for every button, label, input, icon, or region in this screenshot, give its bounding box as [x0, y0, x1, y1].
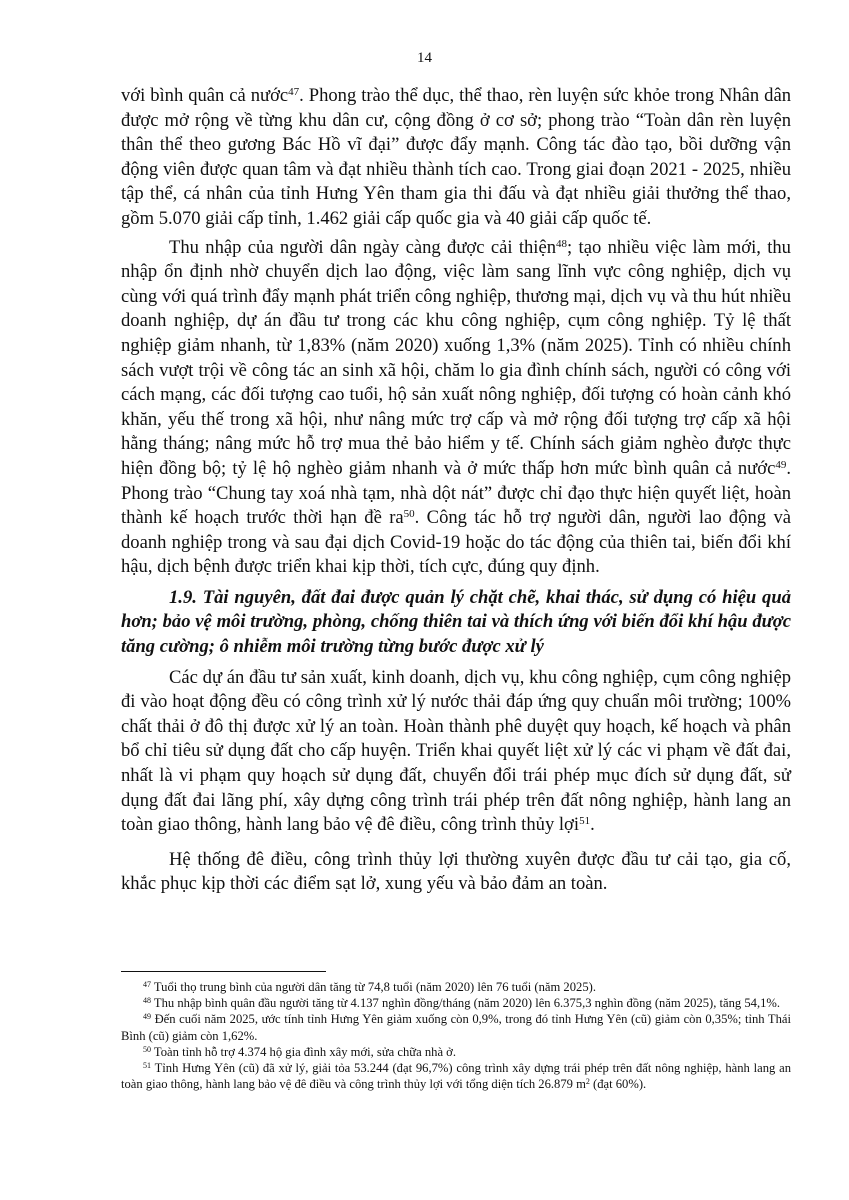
footnote-ref-50: 50 — [403, 508, 415, 521]
footnote-49 — [121, 1011, 791, 1043]
footnote-ref-47: 47 — [288, 86, 300, 98]
paragraph-sports — [121, 84, 791, 232]
footnote-48 — [121, 995, 791, 1011]
page-number: 14 — [417, 50, 432, 66]
footnote-50 — [121, 1044, 791, 1060]
text-run: . — [590, 814, 595, 836]
footnote-number: 51 — [143, 1061, 151, 1071]
section-heading: 1.9. Tài nguyên, đất đai được quản lý chặt chẽ, khai thác, sử dụng có hiệu quả hơn; bảo vệ môi trường, phòng, chống thiên tai và thích ứng với biến đổi khí hậu được tăng cường; ô nhiễm môi trường từng bước được xử lý — [121, 586, 791, 658]
paragraph-income — [121, 236, 791, 580]
text-run: Thu nhập của người dân ngày càng được cải thiện — [169, 236, 557, 258]
footnote-51 — [121, 1060, 791, 1092]
text-run: . Phong trào “Chung tay xoá nhà tạm, nhà dột nát” được chỉ đạo thực hiện quyết liệt, hoàn thành kế hoạch trước thời hạn đề ra — [121, 457, 791, 529]
footnote-text: (đạt 60%). — [589, 1077, 647, 1092]
footnote-47 — [121, 979, 791, 995]
footnote-separator — [121, 971, 326, 972]
text-run: ; tạo nhiều việc làm mới, thu nhập ổn định nhờ chuyển dịch lao động, việc làm sang lĩnh vực công nghiệp, dịch vụ cùng với quá trình đẩy mạnh phát triển công nghiệp, thương mại, dịch vụ và thu hút nhiều doanh nghiệp, dự án đầu tư trong các khu công nghiệp, cụm công nghiệp. Tỷ lệ thất nghiệp giảm nhanh, từ 1,83% (năm 2020) xuống 1,3% (năm 2025). Tỉnh có nhiều chính sách vượt trội về công tác an sinh xã hội, chăm lo gia đình chính sách, người có công với cách mạng, các đối tượng cao tuổi, hộ sản xuất nông nghiệp, đối tượng có hoàn cảnh khó khăn, yếu thế trong xã hội, như nâng mức trợ cấp và mở rộng đối tượng trợ cấp xã hội hằng tháng; nâng mức hỗ trợ mua thẻ bảo hiểm y tế. Chính sách giảm nghèo được thực hiện đồng bộ; tỷ lệ hộ nghèo giảm nhanh và ở mức thấp hơn mức bình quân cả nước — [121, 236, 791, 479]
text-run: . Phong trào thể dục, thể thao, rèn luyện sức khỏe trong Nhân dân được mở rộng về từng khu dân cư, cộng đồng ở cơ sở; phong trào “Toàn dân rèn luyện thân thể theo gương Bác Hồ vĩ đại” được đẩy mạnh. Công tác đào tạo, bồi dưỡng vận động viên được quan tâm và đạt nhiều thành tích cao. Trong giai đoạn 2021 - 2025, nhiều tập thể, cá nhân của tỉnh Hưng Yên tham gia thi đấu và đạt nhiều giải thưởng thể thao, gồm 5.070 giải cấp tỉnh, 1.462 giải cấp quốc gia và 40 giải cấp quốc tế. — [121, 85, 791, 229]
footnote-text: Tuổi thọ trung bình của người dân tăng từ 74,8 tuổi (năm 2020) lên 76 tuổi (năm 2025). — [153, 980, 596, 994]
footnote-number: 49 — [143, 1012, 151, 1022]
footnote-text: Toàn tỉnh hỗ trợ 4.374 hộ gia đình xây mới, sửa chữa nhà ở. — [153, 1044, 456, 1059]
unit-superscript: 2 — [585, 1077, 590, 1087]
text-run: với bình quân cả nước — [121, 85, 289, 106]
paragraph-dykes: Hệ thống đê điều, công trình thủy lợi thường xuyên được đầu tư cải tạo, gia cố, khắc phục kịp thời các điểm sạt lở, xung yếu và bảo đảm an toàn. — [121, 848, 791, 895]
footnotes — [121, 979, 791, 1092]
footnote-ref-51: 51 — [579, 815, 591, 828]
text-run: Các dự án đầu tư sản xuất, kinh doanh, dịch vụ, khu công nghiệp, cụm công nghiệp đi vào hoạt động đều có công trình xử lý nước thải đáp ứng quy chuẩn môi trường; 100% chất thải ở đô thị được xử lý an toàn. Hoàn thành phê duyệt quy hoạch, kế hoạch và phân bổ chỉ tiêu sử dụng đất cho cấp huyện. Triển khai quyết liệt xử lý các vi phạm về đất đai, nhất là vi phạm quy hoạch sử dụng đất, chuyển đổi trái phép mục đích sử dụng đất, sử dụng đất đai lãng phí, xây dựng công trình trái phép trên đất nông nghiệp, hành lang an toàn giao thông, hành lang bảo vệ đê điều, công trình thủy lợi — [121, 666, 791, 836]
text-run: . Công tác hỗ trợ người dân, người lao động và doanh nghiệp trong và sau đại dịch Covid-19 hoặc do tác động của thiên tai, biến đổi khí hậu, dịch bệnh được triển khai kịp thời, tích cực, đúng quy định. — [121, 507, 792, 578]
footnote-text: Đến cuối năm 2025, ước tính tỉnh Hưng Yên giảm xuống còn 0,9%, trong đó tỉnh Hưng Yên (cũ) giảm còn 0,35%; tỉnh Thái Bình (cũ) giảm còn 1,62%. — [121, 1012, 791, 1043]
body-text — [121, 84, 791, 897]
paragraph-environment — [121, 666, 791, 838]
footnote-ref-49: 49 — [775, 458, 787, 471]
footnote-text: Tỉnh Hưng Yên (cũ) đã xử lý, giải tỏa 53.244 (đạt 96,7%) công trình xây dựng trái phép trên đất nông nghiệp, hành lang an toàn giao thông, hành lang bảo vệ đê điều và công trình thủy lợi với tổng diện tích 26.879 m — [121, 1061, 791, 1092]
footnote-ref-48: 48 — [556, 237, 568, 250]
footnote-text: Thu nhập bình quân đầu người tăng từ 4.137 nghìn đồng/tháng (năm 2020) lên 6.375,3 nghìn đồng (năm 2025), tăng 54,1%. — [153, 996, 781, 1011]
footnote-number: 47 — [143, 980, 151, 989]
footnote-number: 48 — [143, 996, 151, 1006]
footnote-number: 50 — [143, 1044, 151, 1054]
